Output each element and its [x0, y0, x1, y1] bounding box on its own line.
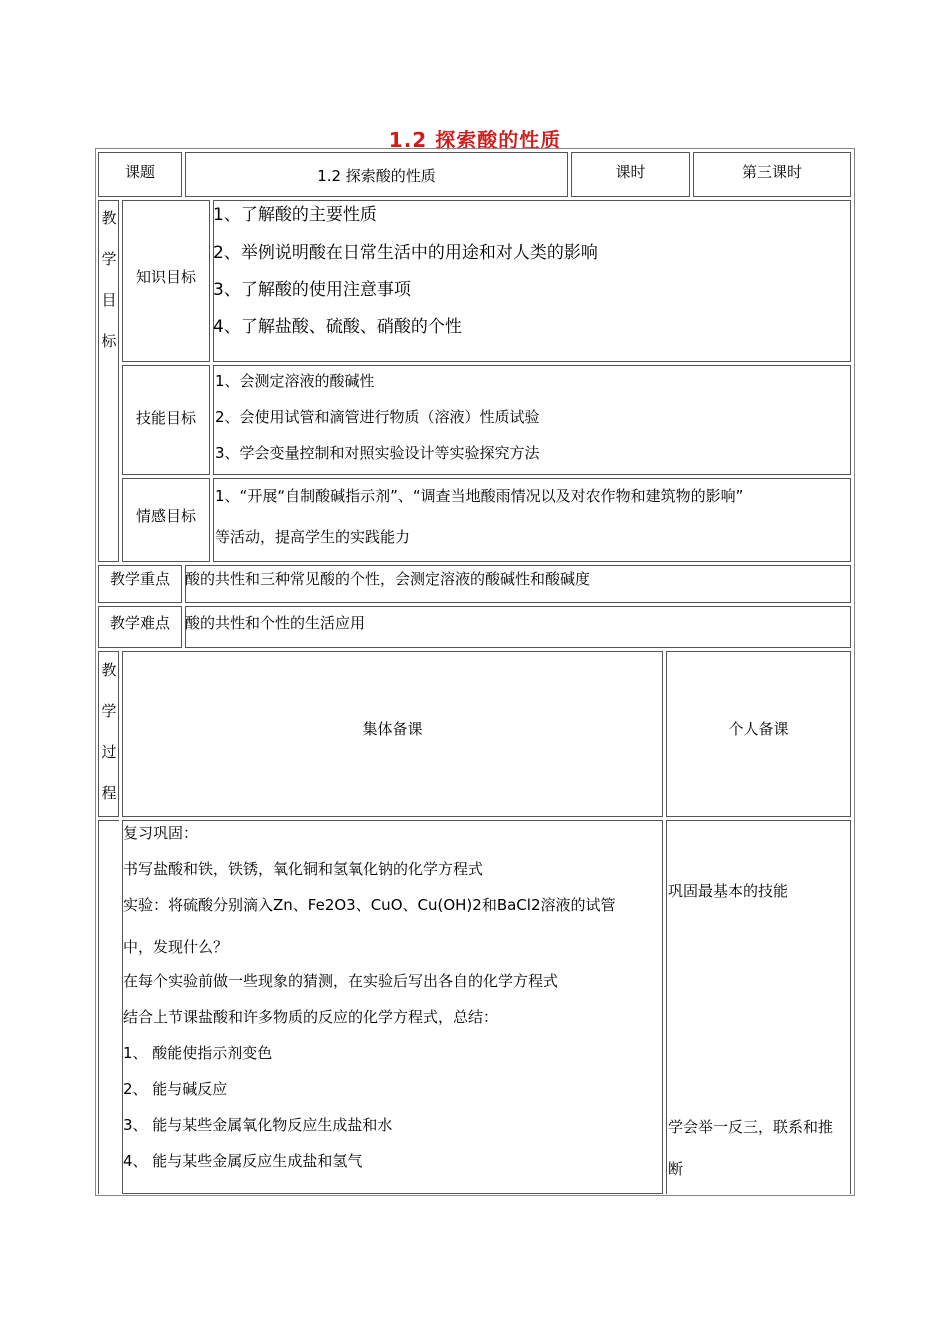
- process-side-char: 程: [101, 784, 117, 802]
- content-line: 3、 能与某些金属氧化物反应生成盐和水: [123, 1116, 393, 1134]
- collective-label: 集体备课: [362, 720, 423, 738]
- content-line: 在每个实验前做一些现象的猜测，在实验后写出各自的化学方程式: [123, 972, 559, 990]
- personal-note: 学会举一反三，联系和推: [668, 1118, 834, 1136]
- skill-item: 3、学会变量控制和对照实验设计等实验探究方法: [215, 444, 540, 462]
- period-value: 第三课时: [741, 163, 802, 181]
- key-point-value: 酸的共性和三种常见酸的个性，会测定溶液的酸碱性和酸碱度: [185, 570, 591, 588]
- knowledge-item: 3、了解酸的使用注意事项: [213, 280, 411, 300]
- knowledge-label: 知识目标: [135, 268, 196, 286]
- content-line: 书写盐酸和铁，铁锈，氧化铜和氢氧化钠的化学方程式: [123, 860, 484, 878]
- topic-label: 课题: [124, 163, 155, 181]
- personal-note: 断: [668, 1160, 684, 1178]
- skill-item: 1、会测定溶液的酸碱性: [215, 372, 375, 390]
- process-side-empty-cell: [98, 820, 119, 1194]
- content-line: 实验：将硫酸分别滴入Zn、Fe2O3、CuO、Cu(OH)2和BaCl2溶液的试管: [123, 896, 616, 914]
- knowledge-item: 2、举例说明酸在日常生活中的用途和对人类的影响: [213, 243, 598, 263]
- personal-label: 个人备课: [728, 720, 789, 738]
- process-side-char: 教: [101, 661, 117, 679]
- content-line: 中，发现什么？: [123, 938, 229, 956]
- goals-side-char: 学: [101, 250, 117, 268]
- process-side-char: 学: [101, 702, 117, 720]
- difficulty-value: 酸的共性和个性的生活应用: [185, 614, 366, 632]
- skill-item: 2、会使用试管和滴管进行物质（溶液）性质试验: [215, 408, 540, 426]
- personal-note: 巩固最基本的技能: [668, 882, 789, 900]
- content-line: 1、 酸能使指示剂变色: [123, 1044, 273, 1062]
- emotion-line: 1、“开展“自制酸碱指示剂”、“调查当地酸雨情况以及对农作物和建筑物的影响”: [215, 487, 744, 505]
- content-line: 结合上节课盐酸和许多物质的反应的化学方程式，总结：: [123, 1008, 499, 1026]
- content-line: 2、 能与碱反应: [123, 1080, 228, 1098]
- knowledge-item: 1、了解酸的主要性质: [213, 205, 377, 225]
- emotion-label: 情感目标: [135, 507, 196, 525]
- goals-side-char: 目: [101, 291, 117, 309]
- emotion-line: 等活动，提高学生的实践能力: [215, 528, 411, 546]
- page-title: 1.2 探索酸的性质: [388, 128, 562, 152]
- key-point-label: 教学重点: [109, 570, 170, 588]
- process-side-char: 过: [101, 743, 117, 761]
- period-label: 课时: [615, 163, 646, 181]
- difficulty-label: 教学难点: [109, 614, 170, 632]
- content-line: 复习巩固：: [123, 824, 199, 842]
- skill-label: 技能目标: [135, 409, 196, 427]
- topic-value: 1.2 探索酸的性质: [317, 167, 436, 185]
- personal-content-cell: [666, 820, 851, 1194]
- goals-side-char: 教: [101, 209, 117, 227]
- knowledge-item: 4、了解盐酸、硫酸、硝酸的个性: [213, 317, 462, 337]
- content-line: 4、 能与某些金属反应生成盐和氢气: [123, 1152, 363, 1170]
- goals-side-char: 标: [101, 332, 117, 350]
